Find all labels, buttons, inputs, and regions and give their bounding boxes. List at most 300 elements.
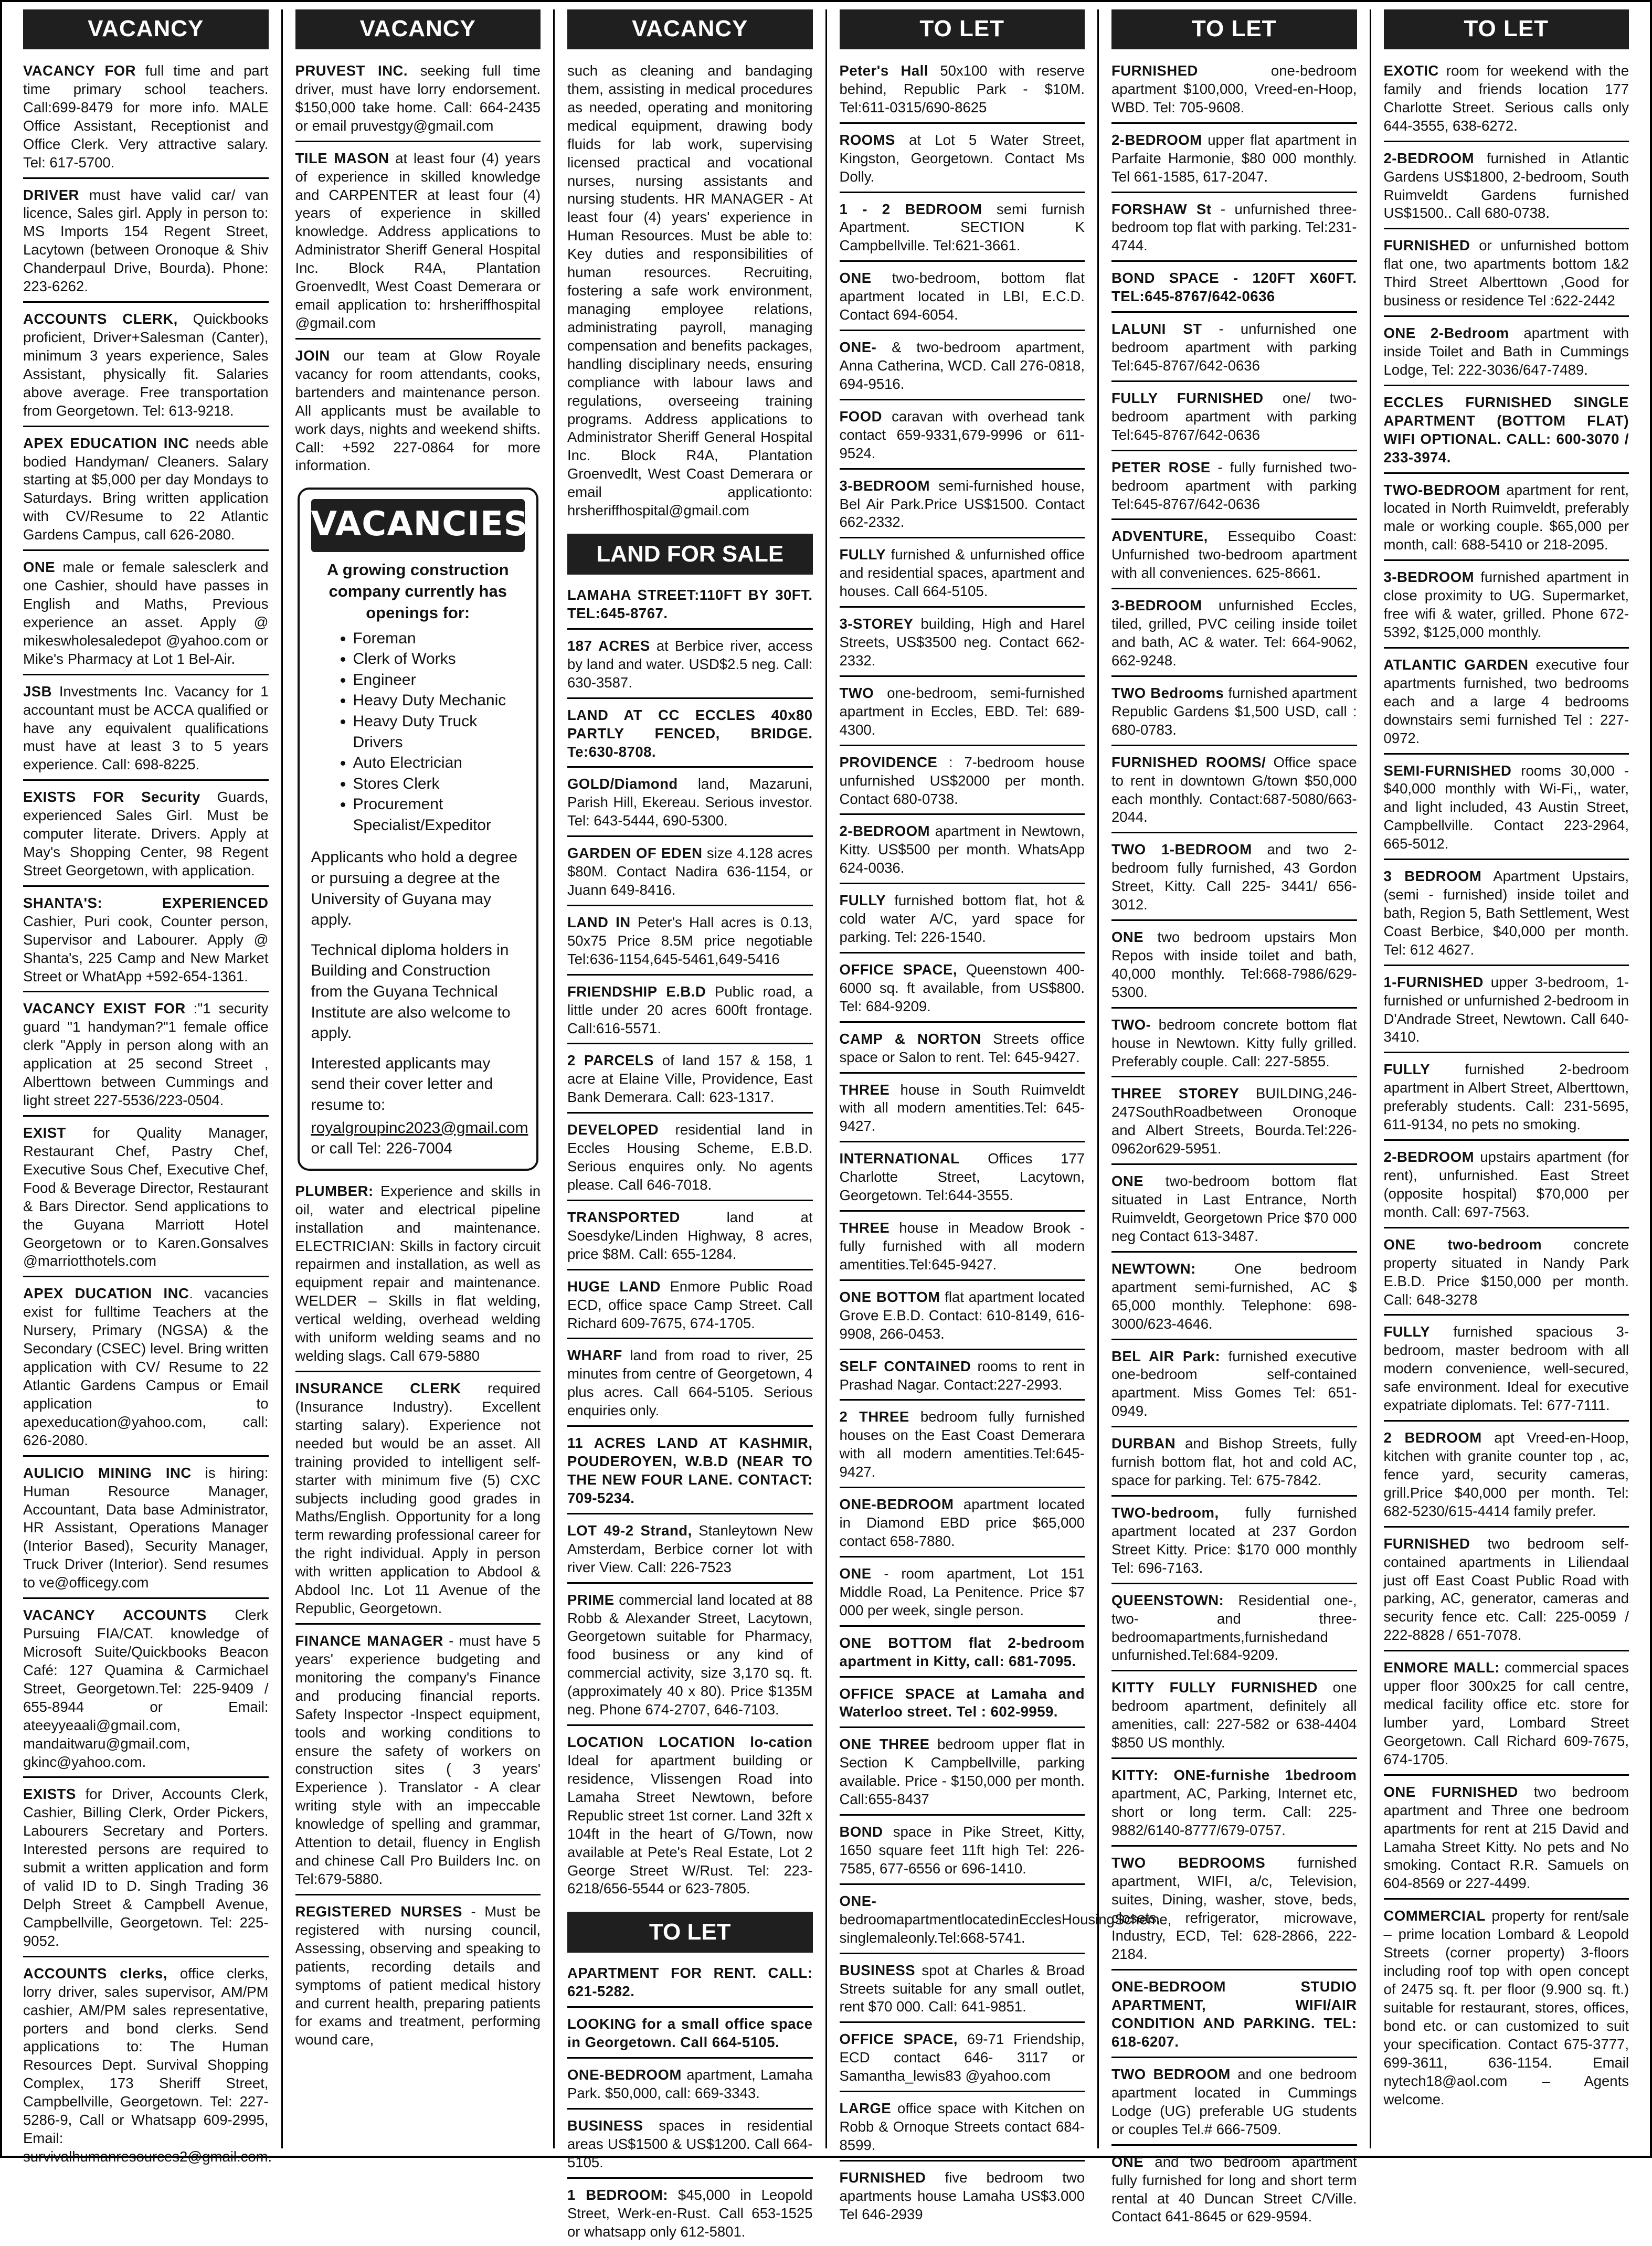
ad-body: at Berbice river, access by land and water. USD$2.5 neg. Call: 630-3587. [567, 637, 813, 691]
ad-body: Apartment Upstairs, (semi - furnished) inside toilet and bath, Region 5, Bath Settlement, West Coast Berbice, $40,000 per month. Tel: 612 4627. [1383, 868, 1629, 958]
classified-ad [840, 1028, 1085, 1074]
classified-ad [567, 1962, 813, 2008]
classified-ad [23, 1283, 269, 1456]
ad-body: full time and part time primary school teachers. Call:699-8479 for more info. MALE Office Assistant, Receptionist and Office Clerk. Very attractive salary. Tel: 617-5700. [23, 62, 269, 171]
classified-ad [1384, 391, 1629, 474]
ad-body: residential land in Eccles Housing Scheme, E.B.D. Serious enquires only. No agents please. Call 646-7018. [567, 1121, 813, 1193]
classified-ad [1384, 1905, 1629, 2114]
classified-ad [1111, 525, 1357, 589]
ad-heading: FULLY [1383, 1061, 1431, 1078]
classified-ad [1384, 479, 1629, 562]
classified-ad [295, 1378, 541, 1625]
ad-heading: 3 BEDROOM [1383, 868, 1482, 885]
ad-body: our team at Glow Royale vacancy for room attendants, cooks, bartenders and maintenance person. All applicants must be available to work days, nights and weekend shifts. Call: +592 227-0864 for more information. [295, 347, 541, 474]
ad-body: Streets office space or Salon to rent. Tel: 645-9427. [839, 1030, 1085, 1065]
ad-heading: LOOKING for a small office space in Georgetown. Call 664-5105. [567, 2016, 813, 2051]
classified-ad [840, 1563, 1085, 1627]
column-header: TO LET [1111, 9, 1357, 49]
ad-body: furnished executive one-bedroom self-contained apartment. Miss Gomes Tel: 651-0949. [1111, 1348, 1357, 1419]
classified-ad [295, 345, 541, 480]
ad-body: property for rent/sale – prime location Lombard & Leopold Streets (corner property) 3-floors including roof top with open concept of 2475 sq. ft. per floor (9.900 sq. ft.) suitable for restaurant, stores, offices, bond etc. or can customized to suit your specification. Contact 675-3777, 699-3611, 636-1154. Email nytech18@aol.com – Agents welcome. [1383, 1908, 1629, 2107]
column-header: TO LET [840, 9, 1085, 49]
classified-ad [23, 892, 269, 993]
classified-ad [840, 682, 1085, 746]
ad-body: apartment with inside Toilet and Bath in Cummings Lodge, Tel: 222-3036/647-7489. [1383, 325, 1629, 378]
ad-body: seeking full time driver, must have lorry endorsement. $150,000 take home. Call: 664-2435 or email pruvestgy@gmail.com [295, 62, 541, 134]
opening-item: • Clerk of Works [353, 649, 525, 670]
ad-heading: TRANSPORTED [567, 1209, 680, 1225]
column-2 [283, 9, 555, 2148]
classified-ad [567, 584, 813, 630]
ad-body: Residential one-, two- and three-bedroomapartments,furnishedand unfurnished.Tel:684-9209. [1111, 1592, 1357, 1664]
classified-ad [1111, 267, 1357, 313]
box-title: VACANCIES [311, 499, 525, 552]
column-header: VACANCY [23, 9, 269, 49]
classified-ad [23, 432, 269, 552]
ad-heading: ONE two-bedroom [1383, 1236, 1542, 1253]
classified-ad [840, 1683, 1085, 1729]
ad-heading: ACCOUNTS clerks, [23, 1965, 167, 1982]
ad-heading: FULLY FURNISHED [1111, 389, 1264, 406]
ad-body: space in Pike Street, Kitty, 1650 square feet 11ft high Tel: 226-7585, 677-6556 or 696-1410. [839, 1824, 1085, 1877]
classified-ad [567, 912, 813, 976]
classified-ad [1111, 1976, 1357, 2058]
classified-ad [840, 406, 1085, 470]
ad-heading: OFFICE SPACE, [839, 2031, 958, 2048]
classified-ad [1384, 971, 1629, 1054]
classified-ad [1111, 387, 1357, 451]
ad-body: apartment in Newtown, Kitty. US$500 per month. WhatsApp 624-0036. [839, 823, 1085, 876]
ad-body: room for weekend with the family and friends location 177 Charlotte Street. Serious calls only 644-3555, 638-6272. [1383, 62, 1629, 134]
classified-ad [1111, 129, 1357, 193]
classified-ad [1111, 1590, 1357, 1672]
classified-ad [840, 336, 1085, 400]
ad-heading: SHANTA'S: EXPERIENCED [23, 894, 269, 911]
ad-body: bedroom fully furnished houses on the East Coast Demerara with all modern amentities.Tel:645-9427. [839, 1408, 1085, 1480]
opening-item: • Stores Clerk [353, 774, 525, 794]
ad-body: commercial land located at 88 Robb & Alexander Street, Lacytown, Georgetown suitable for Pharmacy, food business or any kind of commercial activity, size 3,170 sq. ft. (approximately 40 x 80). Price $135M neg. Phone 674-2707, 646-7103. [567, 1591, 813, 1718]
classified-ad [23, 308, 269, 427]
classified-ad [1111, 1083, 1357, 1165]
classified-ad [840, 613, 1085, 677]
ad-heading: ECCLES FURNISHED SINGLE APARTMENT (BOTTOM FLAT) WIFI OPTIONAL. CALL: 600-3070 / 233-3974. [1383, 394, 1629, 465]
ad-body: such as cleaning and bandaging them, assisting in medical procedures as needed, operating and monitoring medical equipment, drawing body fluids for lab work, supervising licensed practical and vocational nurses, nursing assistants and nursing students. HR MANAGER - At least four (4) years' experience in Human Resources. Must be able to: Key duties and responsibilities of human resources. Recruiting, fostering a safe work environment, managing employee relations, administrating payroll, managing compensation and benefits packages, handling disciplinary needs, ensuring compliance with labour laws and regulations, overseeing training programs. Address applications to Administrator Sheriff General Hospital Inc. Block R4A, Plantation Groenvedlt, West Coast Demerara or email applicationto: hrsheriffhospital@gmail.com [567, 62, 813, 519]
ad-heading: ROOMS [839, 131, 895, 148]
ad-heading: FURNISHED [1111, 62, 1198, 79]
ad-heading: CAMP & NORTON [839, 1030, 981, 1047]
ad-body: at least four (4) years of experience in skilled knowledge and CARPENTER at least four (4) years of experience in skilled knowledge. Address applications to Administrator Sheriff General Hospital Inc. Block R4A, Plantation Groenvedlt, West Coast Demerara or email application to: hrsheriffhospital @gmail.com [295, 150, 541, 331]
ad-list [567, 60, 813, 525]
classified-ad [1111, 2063, 1357, 2146]
openings-list [311, 628, 525, 836]
ad-heading: JSB [23, 683, 52, 700]
ad-heading: PETER ROSE [1111, 459, 1211, 475]
ad-list [1384, 60, 1629, 2114]
ad-heading: TWO 1-BEDROOM [1111, 841, 1252, 858]
ad-body: must have valid car/ van licence, Sales girl. Apply in person to: MS Imports 154 Regent Street, Lacytown (between Oronoque & Shiv Chanderpaul Drive, Bourda). Phone: 223-6262. [23, 186, 269, 295]
classified-ad [1384, 1058, 1629, 1141]
ad-body: upstairs apartment (for rent), unfurnished. East Street (opposite hospital) $70,000 per month. Call: 697-7563. [1383, 1149, 1629, 1220]
classified-ad [295, 60, 541, 142]
classified-ad [567, 1050, 813, 1114]
classified-ad [567, 2115, 813, 2179]
opening-item: • Auto Electrician [353, 753, 525, 774]
ad-body: Essequibo Coast: Unfurnished two-bedroom apartment with all conveniences. 625-8661. [1111, 528, 1357, 581]
ad-body: for Quality Manager, Restaurant Chef, Pastry Chef, Executive Sous Chef, Executive Chef, Food & Beverage Director, Restaurant & Bars Director. Send applications to the Guyana Marriott Hotel Georgetown or to Karen.Gonsalves @marriotthotels.com [23, 1125, 269, 1269]
ad-heading: TILE MASON [295, 150, 389, 166]
ad-heading: THREE STOREY [1111, 1085, 1240, 1102]
classified-ad [1111, 1014, 1357, 1078]
ad-heading: TWO BEDROOM [1111, 2065, 1231, 2082]
ad-body: . vacancies exist for fulltime Teachers at the Nursery, Primary (NGSA) & the Secondary (CSEC) level. Bring written application with CV/ Resume to 22 Atlantic Gardens Campus or Email application to apexeducation@yahoo.com, call: 626-2080. [23, 1285, 269, 1448]
classified-ad [840, 2028, 1085, 2092]
ad-body: apartment, Lamaha Park. $50,000, call: 669-3343. [567, 2067, 813, 2101]
ad-heading: LALUNI ST [1111, 321, 1202, 337]
classified-ad [1111, 60, 1357, 124]
classified-ad [23, 1604, 269, 1778]
ad-body: for Driver, Accounts Clerk, Cashier, Billing Clerk, Order Pickers, Labourers Secretary and Porters. Interested persons are required to submit a written application and form of valid ID to D. Singh Trading 36 Delph Street & Campbell Avenue, Campbellville, Georgetown. Tel: 225-9052. [23, 1786, 269, 1949]
ad-body: semi-furnished house, Bel Air Park.Price US$1500. Contact 662-2332. [839, 477, 1085, 531]
box-intro: A growing construction company currently has openings for: [326, 560, 509, 622]
ad-heading: ONE THREE [839, 1736, 930, 1753]
opening-item: • Heavy Duty Truck Drivers [353, 711, 525, 753]
ad-body: Cashier, Puri cook, Counter person, Supervisor and Labourer. Apply @ Shanta's, 225 Camp and New Market Street or WhatApp +592-654-1361. [23, 913, 269, 984]
ad-body: commercial spaces upper floor 300x25 for call centre, medical facility office etc. store for lumber yard, Lombard Street Georgetown. Call Richard 609-7675, 674-1705. [1383, 1659, 1629, 1767]
classified-ad [840, 1493, 1085, 1558]
classified-ad [567, 2184, 813, 2246]
ad-body: office clerks, lorry driver, sales supervisor, AM/PM cashier, AM/PM sales representative, porters and bond clerks. Send applications to: The Human Resources Dept. Survival Shopping Complex, 173 Sheriff Street, Campbellville, Georgetown. Tel: 227-5286-9, Call or Whatsapp 609-2995, Email: survivalhumanresources2@gmail.com. [23, 1965, 272, 2165]
ad-heading: EXISTS FOR Security [23, 789, 200, 806]
ad-heading: 3-BEDROOM [1111, 597, 1202, 614]
ad-body: Enmore Public Road ECD, office space Camp Street. Call Richard 609-7675, 674-1705. [567, 1278, 813, 1331]
box-email-link[interactable]: royalgroupinc2023@gmail.com [311, 1119, 528, 1137]
classified-ad [567, 1731, 813, 1903]
classified-ad [840, 959, 1085, 1023]
ad-heading: FOOD [839, 408, 882, 425]
ad-body: and one bedroom apartment located in Cummings Lodge (UG) preferable UG students or couples Tel.# 666-7509. [1111, 2065, 1357, 2137]
ad-body: bedroom concrete bottom flat house in Newtown. Kitty fully grilled. Preferably couple. Call: 227-5855. [1111, 1016, 1357, 1069]
ad-body: semi furnish Apartment. SECTION K Campbellville. Tel:621-3661. [839, 200, 1085, 254]
ad-body: of land 157 & 158, 1 acre at Elaine Ville, Providence, East Bank Demerara. Call: 623-1317. [567, 1052, 813, 1106]
ad-heading: ONE-BEDROOM [567, 2067, 682, 2083]
ad-heading: NEWTOWN: [1111, 1260, 1196, 1277]
ad-body: bedroomapartmentlocatedinEcclesHousingScheme, singlemaleonly.Tel:668-5741. [839, 1911, 1172, 1946]
ad-body: furnished 2-bedroom apartment in Albert Street, Alberttown, preferably students. Call: 231-5695, 611-9134, no pets no smoking. [1383, 1061, 1629, 1133]
classified-ad [567, 1119, 813, 1201]
ad-heading: FULLY [1383, 1323, 1431, 1340]
classified-ad [840, 1079, 1085, 1143]
ad-heading: LAND IN [567, 914, 631, 930]
classified-ad [840, 1355, 1085, 1401]
classified-ad [840, 1959, 1085, 2023]
ad-body: one/ two-bedroom apartment with parking Tel:645-8767/642-0636 [1111, 389, 1357, 443]
ad-body: & two-bedroom apartment, Anna Catherina, WCD. Call 276-0818, 694-9516. [839, 339, 1085, 392]
ad-body: : 7-bedroom house unfurnished US$2000 per month. Contact 680-0738. [839, 754, 1085, 807]
section-header-to-let: TO LET [567, 1912, 813, 1953]
classified-ad [840, 1632, 1085, 1678]
ad-body: land from road to river, 25 minutes from centre of Georgetown, 4 plus acres. Call 664-5105. Serious enquiries only. [567, 1347, 813, 1419]
box-paragraph: Applicants who hold a degree or pursuing a degree at the University of Guyana may apply. [311, 849, 518, 929]
classified-ad [567, 842, 813, 906]
ad-heading: GOLD/Diamond [567, 776, 678, 792]
classified-ad [1384, 654, 1629, 755]
ad-body: Peter's Hall acres is 0.13, 50x75 Price 8.5M price negotiable Tel:636-1154,645-5461,649-5416 [567, 914, 813, 967]
ad-heading: HUGE LAND [567, 1278, 661, 1295]
classified-ad [840, 1286, 1085, 1350]
classified-ad [840, 889, 1085, 954]
classified-ad [567, 635, 813, 699]
ad-body: caravan with overhead tank contact 659-9331,679-9996 or 611-9524. [839, 408, 1085, 461]
ad-body: two-bedroom, bottom flat apartment located in LBI, E.C.D. Contact 694-6054. [839, 270, 1085, 323]
ad-heading: TWO-BEDROOM [1383, 481, 1500, 498]
classified-ad [567, 1520, 813, 1584]
opening-item: • Procurement Specialist/Expeditor [353, 794, 525, 835]
ad-body: house in Meadow Brook - fully furnished with all modern amentities.Tel:645-9427. [839, 1220, 1085, 1273]
ad-heading: 3-BEDROOM [1383, 569, 1475, 586]
classified-ad [1384, 1781, 1629, 1900]
ad-body: - Must be registered with nursing council, Assessing, observing and speaking to patients, recording details and symptoms of patient medical history and current health, preparing patients for exams and treatment, performing wound care, [295, 1903, 541, 2048]
classified-ad [840, 820, 1085, 884]
ad-body: Experience and skills in oil, water and electrical pipeline installation and maintenance. ELECTRICIAN: Skills in factory circuit repairmen and installation, as well as equipment repair and maintenance. WELDER – Skills in flat welding, vertical welding, overhead welding with uniform welding seams and no welding slags. Call 679-5880 [295, 1182, 541, 1364]
classified-ad [1111, 751, 1357, 834]
ad-heading: ONE-BEDROOM [839, 1496, 954, 1513]
classified-ad [839, 1890, 1172, 1954]
ad-heading: PRUVEST INC. [295, 62, 408, 79]
ad-body: - unfurnished three-bedroom top flat with parking. Tel:231-4744. [1111, 200, 1357, 254]
opening-item: • Heavy Duty Mechanic [353, 690, 525, 711]
ad-body: furnished bottom flat, hot & cold water A/C, yard space for parking. Tel: 226-1540. [839, 892, 1085, 946]
ad-heading: TWO- [1111, 1016, 1151, 1033]
ad-heading: 2 BEDROOM [1383, 1429, 1482, 1446]
ad-heading: 2-BEDROOM [839, 823, 930, 840]
ad-body: BUILDING,246-247SouthRoadbetween Oronoque and Albert Streets, Bourda.Tel:226-0962or629-5951. [1111, 1085, 1357, 1157]
ad-body: is hiring: Human Resource Manager, Accountant, Data base Administrator, HR Assistant, Operations Manager (Interior Based), Security Manager, Truck Driver (Interior). Send resumes to ve@officegy.com [23, 1464, 269, 1591]
ad-body: size 4.128 acres $80M. Contact Nadira 636-1154, or Juann 649-8416. [567, 845, 813, 898]
classified-ad [840, 544, 1085, 608]
ad-heading: APEX EDUCATION INC [23, 435, 189, 451]
classified-ad [23, 786, 269, 887]
classified-ad [1384, 147, 1629, 230]
ad-heading: FORSHAW St [1111, 200, 1212, 217]
ad-heading: DRIVER [23, 186, 79, 203]
ad-heading: EXIST [23, 1125, 66, 1141]
classified-ad [1111, 2151, 1357, 2232]
classified-ad [1384, 1427, 1629, 1528]
ad-heading: FULLY [839, 546, 886, 563]
classified-ad [1111, 457, 1357, 521]
ad-body: 50x100 with reserve behind, Republic Park - $10M. Tel:611-0315/690-8625 [839, 62, 1085, 115]
ad-heading: LOCATION LOCATION lo-cation [567, 1734, 813, 1751]
classified-ad [1111, 595, 1357, 677]
classified-ad [23, 184, 269, 303]
ad-heading: ONE [839, 270, 872, 287]
ad-heading: TWO [839, 684, 874, 701]
ad-heading: 3-BEDROOM [839, 477, 930, 494]
classified-ad [567, 773, 813, 837]
ad-list [567, 584, 813, 1903]
column-1 [10, 9, 283, 2165]
classified-ad [1384, 322, 1629, 386]
classified-ad [1111, 1170, 1357, 1253]
classified-ad [295, 1901, 541, 2054]
ad-body: - unfurnished one bedroom apartment with parking Tel:645-8767/642-0636 [1111, 321, 1357, 374]
classified-ad [23, 1963, 272, 2171]
ad-body: furnished apartment Republic Gardens $1,500 USD, call : 680-0783. [1111, 684, 1357, 738]
classified-ad [1111, 198, 1357, 262]
ad-heading: KITTY: ONE-furnishe 1bedroom [1111, 1767, 1357, 1784]
ad-body: male or female salesclerk and one Cashier, should have passes in English and Maths, Previous experience an asset. Apply @ mikeswholesaledepot @yahoo.com or Mike's Pharmacy at Lot 1 Bel-Air. [23, 559, 269, 667]
ad-body: and two 2-bedroom fully furnished, 43 Gordon Street, Kitty. Call 225- 3441/ 656-3012. [1111, 841, 1357, 913]
ad-body: Ideal for apartment building or residence, Vlissengen Road into Lamaha Street Newtown, before Republic street 1st corner. Land 32ft x 104ft in the heart of G/Town, now available at Pete's Real Estate, Lot 2 George Street W/Rust. Tel: 223-6218/656-5544 or 623-7805. [567, 1752, 813, 1897]
classified-ad [840, 1217, 1085, 1281]
ad-heading: EXISTS [23, 1786, 76, 1803]
classified-ad [567, 1206, 813, 1270]
ad-heading: LOT 49-2 Strand, [567, 1522, 692, 1539]
ad-heading: ONE BOTTOM [839, 1288, 940, 1305]
box-paragraph: Technical diploma holders in Building and Construction from the Guyana Technical Institute are also welcome to apply. [311, 941, 511, 1042]
ad-heading: QUEENSTOWN: [1111, 1592, 1224, 1608]
classified-ad [1111, 1258, 1357, 1340]
classified-ad [1384, 1533, 1629, 1652]
ad-heading: FULLY [839, 892, 886, 909]
column-header: TO LET [1384, 9, 1629, 49]
column-3 [555, 9, 827, 2240]
ad-body: Office space to rent in downtown G/town $50,000 each monthly. Contact:687-5080/663-2044. [1111, 754, 1357, 825]
ad-heading: BEL AIR Park: [1111, 1348, 1221, 1364]
ad-body: and two bedroom apartment fully furnished for long and short term rental at 40 Duncan Street C/Ville. Contact 641-8645 or 629-9594. [1111, 2153, 1357, 2225]
ad-heading: DURBAN [1111, 1435, 1176, 1452]
ad-list [1111, 60, 1357, 2231]
ad-body: furnished spacious 3-bedroom, master bedroom with all modern convenience, well-secured, safe environment. Ideal for executive expatriate diplomats. Tel: 677-7111. [1383, 1323, 1629, 1414]
ad-heading: TWO Bedrooms [1111, 684, 1224, 701]
ad-heading: EXOTIC [1383, 62, 1439, 79]
classified-ad [567, 2064, 813, 2110]
ad-heading: PROVIDENCE [839, 754, 938, 770]
classified-ad [1111, 1502, 1357, 1584]
ad-heading: 2 THREE [839, 1408, 909, 1425]
ad-body: bedroom upper flat in Section K Campbellville, parking available. Price - $150,000 per month. Call:655-8437 [839, 1736, 1085, 1808]
classified-ad [1384, 760, 1629, 861]
classified-ad [1111, 1677, 1357, 1759]
ad-heading: THREE [839, 1220, 890, 1236]
ad-heading: SEMI-FURNISHED [1383, 762, 1512, 779]
classified-ad [1384, 60, 1629, 142]
ad-heading: LAND AT CC ECCLES 40x80 PARTLY FENCED, BRIDGE. Te:630-8708. [567, 706, 813, 760]
ad-heading: 2-BEDROOM [1383, 1149, 1475, 1166]
classified-ad [1111, 1346, 1357, 1428]
ad-body: One bedroom apartment semi-furnished, AC $ 65,000 monthly. Telephone: 698-3000/623-4646. [1111, 1260, 1357, 1332]
ad-list [23, 60, 272, 2171]
ad-body: Guards, experienced Sales Girl. Must be computer literate. Drivers. Apply at May's Shopping Center, 98 Regent Street Georgetown, with application. [23, 789, 269, 878]
classified-ad [567, 981, 813, 1045]
ad-body: one-bedroom apartment $100,000, Vreed-en-Hoop, WBD. Tel: 705-9608. [1111, 62, 1357, 115]
ad-body: house in South Ruimveldt with all modern amentities.Tel: 645-9427. [839, 1081, 1085, 1135]
ad-body: - fully furnished two-bedroom apartment with parking Tel:645-8767/642-0636 [1111, 459, 1357, 512]
column-header: VACANCY [567, 9, 813, 49]
ad-heading: ACCOUNTS CLERK, [23, 311, 178, 327]
ad-heading: FURNISHED [839, 2169, 926, 2186]
ad-body: - room apartment, Lot 151 Middle Road, La Penitence. Price $7 000 per week, single person. [839, 1565, 1085, 1618]
ad-heading: LARGE [839, 2100, 892, 2117]
box-paragraph [311, 1053, 525, 1116]
classified-ad [1384, 1657, 1629, 1776]
vacancies-box-ad [298, 488, 539, 1170]
ad-heading: OFFICE SPACE, [839, 961, 957, 978]
ad-heading: ONE FURNISHED [1383, 1783, 1518, 1800]
ad-heading: GARDEN OF EDEN [567, 845, 703, 862]
classified-ad [840, 1733, 1085, 1816]
ad-heading: REGISTERED NURSES [295, 1903, 462, 1920]
classified-ad [840, 751, 1085, 815]
ad-heading: ONE- [839, 1892, 877, 1909]
ad-heading: 2-BEDROOM [1111, 131, 1202, 148]
ad-body: and Bishop Streets, fully furnish bottom flat, hot and cold AC, space for parking. Tel: 675-7842. [1111, 1435, 1357, 1489]
ad-heading: ONE-BEDROOM STUDIO APARTMENT, WIFI/AIR CONDITION AND PARKING. TEL: 618-6207. [1111, 1978, 1357, 2050]
ad-list [567, 1962, 813, 2246]
ad-body: two bedroom upstairs Mon Repos with inside toilet and bath, 40,000 monthly. Tel:668-7986/629-5300. [1111, 929, 1357, 1000]
ad-body: at Lot 5 Water Street, Kingston, Georgetown. Contact Ms Dolly. [839, 131, 1085, 185]
ad-body: rooms 30,000 - $40,000 monthly with Wi-Fi,, water, and light included, 43 Austin Street, Campbellville. Contact 223-2964, 665-5012. [1383, 762, 1629, 852]
ad-heading: 1 BEDROOM: [567, 2186, 668, 2203]
ad-body: one-bedroom, semi-furnished apartment in Eccles, EBD. Tel: 689-4300. [839, 684, 1085, 738]
ad-body: - must have 5 years' experience budgeting and monitoring the company's Finance and producing financial reports. Safety Inspector -Inspect equipment, tools and working conditions to ensure the safety of workers on construction sites ( 3 years' Experience ). Translator - A clear writing style with an impeccable knowledge of spelling and grammar, Attention to detail, fluency in English and chinese Call Pro Builders Inc. on Tel:679-5880. [295, 1633, 541, 1887]
ad-body: furnished apartment, WIFI, a/c, Television, suites, Dining, washer, stove, beds, closets, refrigerator, microwave, Industry, ECD, Tel: 628-2866, 222-2184. [1111, 1854, 1357, 1963]
classified-ad [840, 2167, 1085, 2229]
section-header-land: LAND FOR SALE [567, 534, 813, 575]
ad-heading: ONE- [839, 339, 877, 356]
ad-heading: Peter's Hall [839, 62, 928, 79]
classified-ad [295, 1630, 541, 1895]
classified-ad [1384, 1234, 1629, 1316]
ad-body: Clerk Pursuing FIA/CAT. knowledge of Microsoft Suite/Quickbooks Beacon Café: 127 Quamina & Carmichael Street, Georgetown.Tel: 225-9409 / 655-8944 or Email: ateeyyeaali@gmail.com, mandaitwaru@gmail.com, gkinc@yahoo.com. [23, 1607, 269, 1770]
ad-body: office space with Kitchen on Robb & Ornoque Streets contact 684-8599. [839, 2100, 1085, 2153]
ad-heading: VACANCY FOR [23, 62, 136, 79]
classified-ad [840, 1406, 1085, 1488]
ad-heading: FURNISHED ROOMS/ [1111, 754, 1266, 770]
classified-ad [23, 1462, 269, 1599]
ad-heading: FURNISHED [1383, 237, 1470, 254]
ad-heading: 3-STOREY [839, 616, 914, 632]
ad-body: furnished & unfurnished office and residential spaces, apartment and houses. Call 664-5105. [839, 546, 1085, 600]
ad-body: two bedroom self-contained apartments in Liliendaal just off East Coast Public Road with parking, AC, generator, cameras and security fence etc. Call: 225-0059 / 222-8828 / 651-7078. [1383, 1535, 1629, 1644]
ad-body: one bedroom apartment, definitely all amenities, call: 227-582 or 638-4404 $850 US monthly. [1111, 1679, 1357, 1751]
ad-body: executive four apartments furnished, two bedrooms each and a large 4 bedrooms downstairs semi furnished Tel : 227-0972. [1383, 656, 1629, 746]
ad-heading: VACANCY ACCOUNTS [23, 1607, 207, 1624]
classified-ad [1111, 1433, 1357, 1497]
ad-body: Investments Inc. Vacancy for 1 accountant must be ACCA qualified or have any equivalent qualifications must have at least 3 to 5 years experience. Call: 698-8225. [23, 683, 269, 773]
ad-heading: ONE [23, 559, 56, 576]
box-phone: or call Tel: 226-7004 [311, 1140, 453, 1158]
classified-ad [295, 147, 541, 340]
ad-body: furnished in Atlantic Gardens US$1800, 2-bedroom, South Ruimveldt Gardens furnished US$1500.. Call 680-0738. [1383, 150, 1629, 221]
classified-ad [840, 475, 1085, 539]
ad-heading: 1-FURNISHED [1383, 973, 1484, 990]
ad-body: Offices 177 Charlotte Street, Lacytown, Georgetown. Tel:644-3555. [839, 1150, 1085, 1204]
classified-ad [1111, 1764, 1357, 1847]
ad-body: building, High and Harel Streets, US$3500 neg. Contact 662-2332. [839, 616, 1085, 669]
ad-body: :"1 security guard "1 handyman?"1 female office clerk "Apply in person along with an application at 25 second Street , Alberttown between Cummings and light street 227-5536/223-0504. [23, 1000, 269, 1109]
ad-body: Public road, a little under 20 acres 600ft frontage. Call:616-5571. [567, 983, 813, 1036]
ad-heading: BOND SPACE - 120FT X60FT. TEL:645-8767/642-0636 [1111, 270, 1357, 305]
ad-body: concrete property situated in Nandy Park E.B.D. Price $150,000 per month. Call: 648-3278 [1383, 1236, 1629, 1308]
ad-heading: KITTY FULLY FURNISHED [1111, 1679, 1318, 1696]
ad-body: furnished apartment in close proximity to UG. Supermarket, free wifi & water, grilled. Phone 672-5392, $125,000 monthly. [1383, 569, 1629, 640]
ad-heading: ONE 2-Bedroom [1383, 325, 1509, 342]
ad-heading: 2 PARCELS [567, 1052, 654, 1069]
ad-body: land at Soesdyke/Linden Highway, 8 acres, price $8M. Call: 655-1284. [567, 1209, 813, 1262]
ad-body: apartment, AC, Parking, Internet etc, short or long term. Call: 225-9882/6140-8777/679-0757. [1111, 1785, 1357, 1838]
classified-ad [567, 1589, 813, 1726]
